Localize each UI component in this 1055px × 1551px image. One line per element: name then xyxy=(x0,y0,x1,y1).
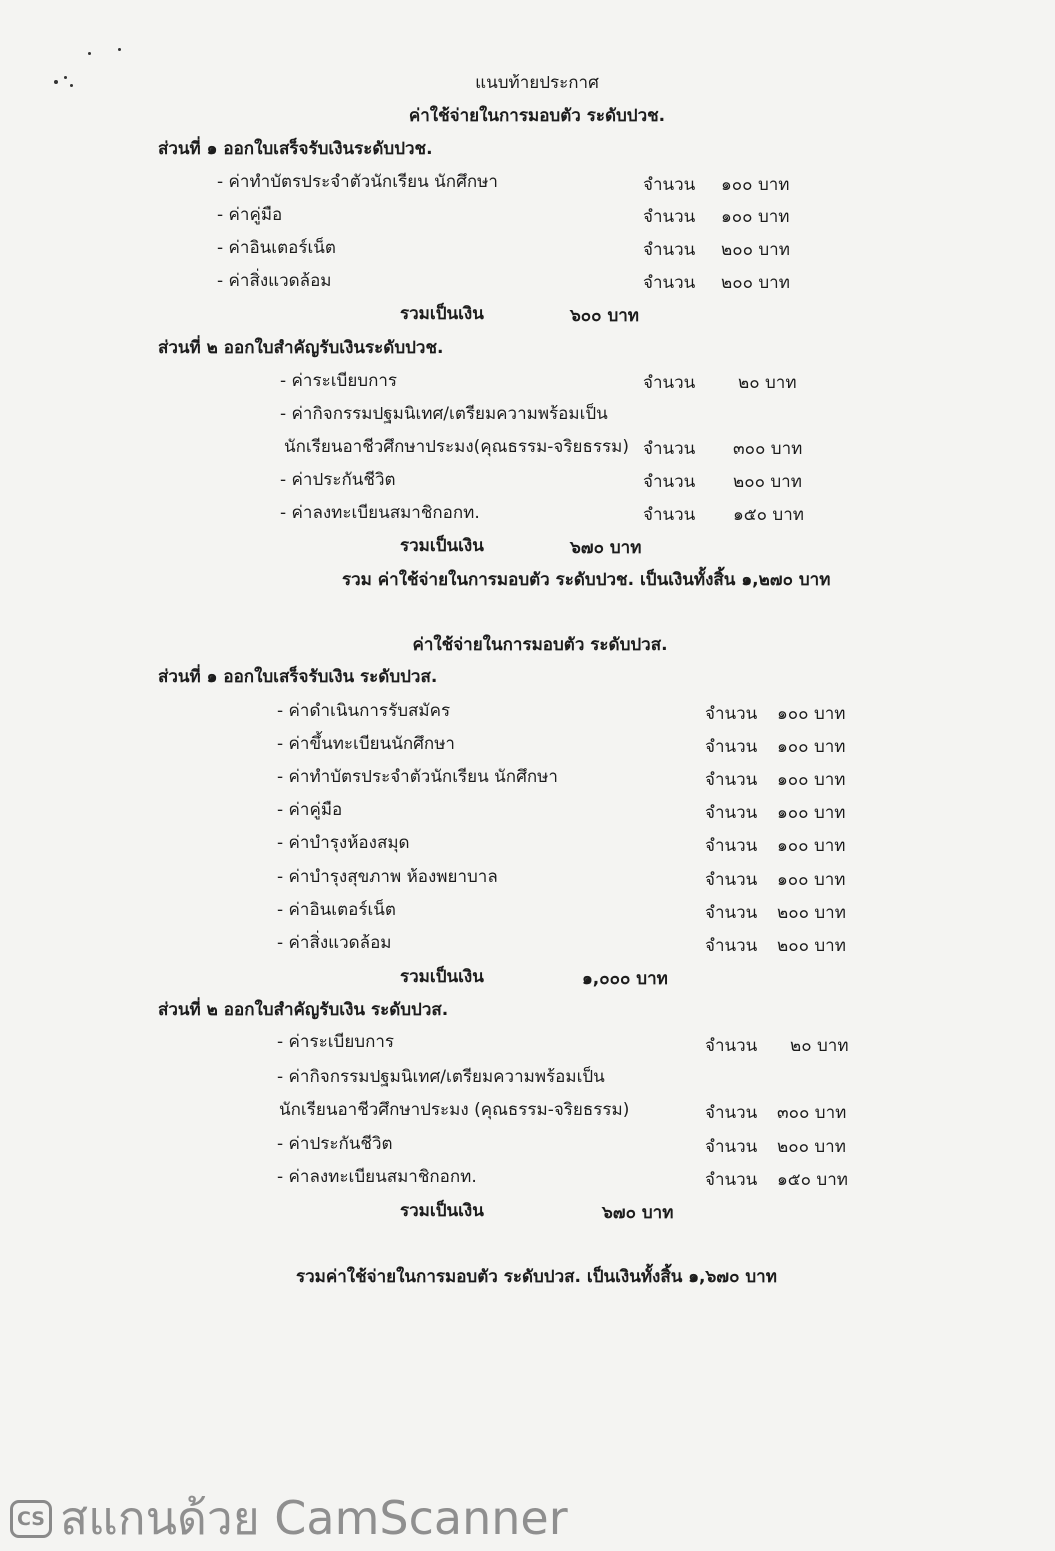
item-label: - ค่าระเบียบการ xyxy=(277,1032,395,1052)
item-label: - ค่าสิ่งแวดล้อม xyxy=(277,933,392,953)
item-label: - ค่าคู่มือ xyxy=(217,205,283,225)
item-label: - ค่าอินเตอร์เน็ต xyxy=(277,900,396,920)
item-label: - ค่าทำบัตรประจำตัวนักเรียน นักศึกษา xyxy=(277,767,558,787)
hvc-part2-total-amount: ๖๗๐ บาท xyxy=(602,1203,674,1223)
item-qty: จำนวน xyxy=(643,373,696,393)
item-amount: ๑๐๐ บาท xyxy=(777,803,846,823)
pvc-part2-total-label: รวมเป็นเงิน xyxy=(400,536,484,556)
item-qty: จำนวน xyxy=(705,704,758,724)
item-qty: จำนวน xyxy=(705,737,758,757)
pvc-part1-total-amount: ๖๐๐ บาท xyxy=(570,306,640,326)
item-label: - ค่าคู่มือ xyxy=(277,800,343,820)
item-label: - ค่าทำบัตรประจำตัวนักเรียน นักศึกษา xyxy=(217,172,498,192)
pvc-part1-total-label: รวมเป็นเงิน xyxy=(400,304,484,324)
item-amount: ๑๐๐ บาท xyxy=(777,870,846,890)
item-label: - ค่าสิ่งแวดล้อม xyxy=(217,271,332,291)
item-label: - ค่าระเบียบการ xyxy=(280,371,398,391)
item-label: - ค่าประกันชีวิต xyxy=(280,470,396,490)
hvc-part1-total-label: รวมเป็นเงิน xyxy=(400,967,484,987)
item-amount: ๓๐๐ บาท xyxy=(777,1103,847,1123)
pvc-title: ค่าใช้จ่ายในการมอบตัว ระดับปวช. xyxy=(408,106,666,126)
item-qty: จำนวน xyxy=(705,836,758,856)
item-amount: ๑๕๐ บาท xyxy=(733,505,804,525)
item-amount: ๑๐๐ บาท xyxy=(777,770,846,790)
item-label: - ค่าบำรุงสุขภาพ ห้องพยาบาล xyxy=(277,867,498,887)
item-qty: จำนวน xyxy=(643,273,696,293)
item-qty: จำนวน xyxy=(643,439,696,459)
item-qty: จำนวน xyxy=(705,770,758,790)
item-qty: จำนวน xyxy=(643,505,696,525)
item-amount: ๑๐๐ บาท xyxy=(777,704,846,724)
pvc-part1-heading: ส่วนที่ ๑ ออกใบเสร็จรับเงินระดับปวช. xyxy=(158,139,433,159)
item-label: - ค่าดำเนินการรับสมัคร xyxy=(277,701,451,721)
item-qty: จำนวน xyxy=(705,870,758,890)
item-qty: จำนวน xyxy=(705,1137,758,1157)
item-amount: ๒๐๐ บาท xyxy=(777,1137,846,1157)
item-label: นักเรียนอาชีวศึกษาประมง(คุณธรรม-จริยธรรม) xyxy=(284,437,629,457)
item-label: - ค่าบำรุงห้องสมุด xyxy=(277,833,410,853)
item-label: - ค่าอินเตอร์เน็ต xyxy=(217,238,336,258)
hvc-part2-heading: ส่วนที่ ๒ ออกใบสำคัญรับเงิน ระดับปวส. xyxy=(158,1000,449,1020)
item-label: - ค่าขึ้นทะเบียนนักศึกษา xyxy=(277,734,455,754)
item-qty: จำนวน xyxy=(705,1103,758,1123)
item-amount: ๒๐ บาท xyxy=(790,1036,849,1056)
hvc-title: ค่าใช้จ่ายในการมอบตัว ระดับปวส. xyxy=(412,635,668,655)
hvc-part2-total-label: รวมเป็นเงิน xyxy=(400,1201,484,1221)
item-qty: จำนวน xyxy=(705,803,758,823)
item-qty: จำนวน xyxy=(643,240,696,260)
item-label: - ค่ากิจกรรมปฐมนิเทศ/เตรียมความพร้อมเป็น xyxy=(280,404,608,424)
watermark-text: สแกนด้วย CamScanner xyxy=(60,1491,568,1545)
pvc-part2-total-amount: ๖๗๐ บาท xyxy=(570,538,642,558)
item-qty: จำนวน xyxy=(643,207,696,227)
item-qty: จำนวน xyxy=(705,936,758,956)
item-qty: จำนวน xyxy=(705,903,758,923)
item-amount: ๑๐๐ บาท xyxy=(777,836,846,856)
item-amount: ๒๐๐ บาท xyxy=(777,903,846,923)
hvc-part1-heading: ส่วนที่ ๑ ออกใบเสร็จรับเงิน ระดับปวส. xyxy=(158,667,438,687)
item-qty: จำนวน xyxy=(643,472,696,492)
item-label: - ค่ากิจกรรมปฐมนิเทศ/เตรียมความพร้อมเป็น xyxy=(277,1067,605,1087)
item-qty: จำนวน xyxy=(643,175,696,195)
hvc-grand-total: รวมค่าใช้จ่ายในการมอบตัว ระดับปวส. เป็นเงินทั้งสิ้น ๑,๖๗๐ บาท xyxy=(296,1267,777,1287)
item-amount: ๒๐๐ บาท xyxy=(733,472,802,492)
camscanner-logo-icon: CS xyxy=(10,1500,52,1538)
item-amount: ๓๐๐ บาท xyxy=(733,439,803,459)
pvc-part2-heading: ส่วนที่ ๒ ออกใบสำคัญรับเงินระดับปวช. xyxy=(158,338,444,358)
item-label: นักเรียนอาชีวศึกษาประมง (คุณธรรม-จริยธรรม) xyxy=(279,1100,630,1120)
hvc-part1-total-amount: ๑,๐๐๐ บาท xyxy=(582,969,668,989)
item-amount: ๒๐๐ บาท xyxy=(721,273,790,293)
item-label: - ค่าลงทะเบียนสมาชิกอกท. xyxy=(280,503,480,523)
annex-title: แนบท้ายประกาศ xyxy=(475,73,599,93)
item-label: - ค่าลงทะเบียนสมาชิกอกท. xyxy=(277,1167,477,1187)
item-amount: ๑๐๐ บาท xyxy=(721,175,790,195)
scan-specks xyxy=(52,44,142,94)
item-amount: ๑๐๐ บาท xyxy=(777,737,846,757)
item-qty: จำนวน xyxy=(705,1036,758,1056)
item-amount: ๑๕๐ บาท xyxy=(777,1170,848,1190)
item-amount: ๒๐ บาท xyxy=(738,373,797,393)
item-qty: จำนวน xyxy=(705,1170,758,1190)
item-amount: ๑๐๐ บาท xyxy=(721,207,790,227)
camscanner-watermark xyxy=(6,1488,646,1550)
item-label: - ค่าประกันชีวิต xyxy=(277,1134,393,1154)
item-amount: ๒๐๐ บาท xyxy=(777,936,846,956)
pvc-grand-total: รวม ค่าใช้จ่ายในการมอบตัว ระดับปวช. เป็นเงินทั้งสิ้น ๑,๒๗๐ บาท xyxy=(342,570,831,590)
item-amount: ๒๐๐ บาท xyxy=(721,240,790,260)
